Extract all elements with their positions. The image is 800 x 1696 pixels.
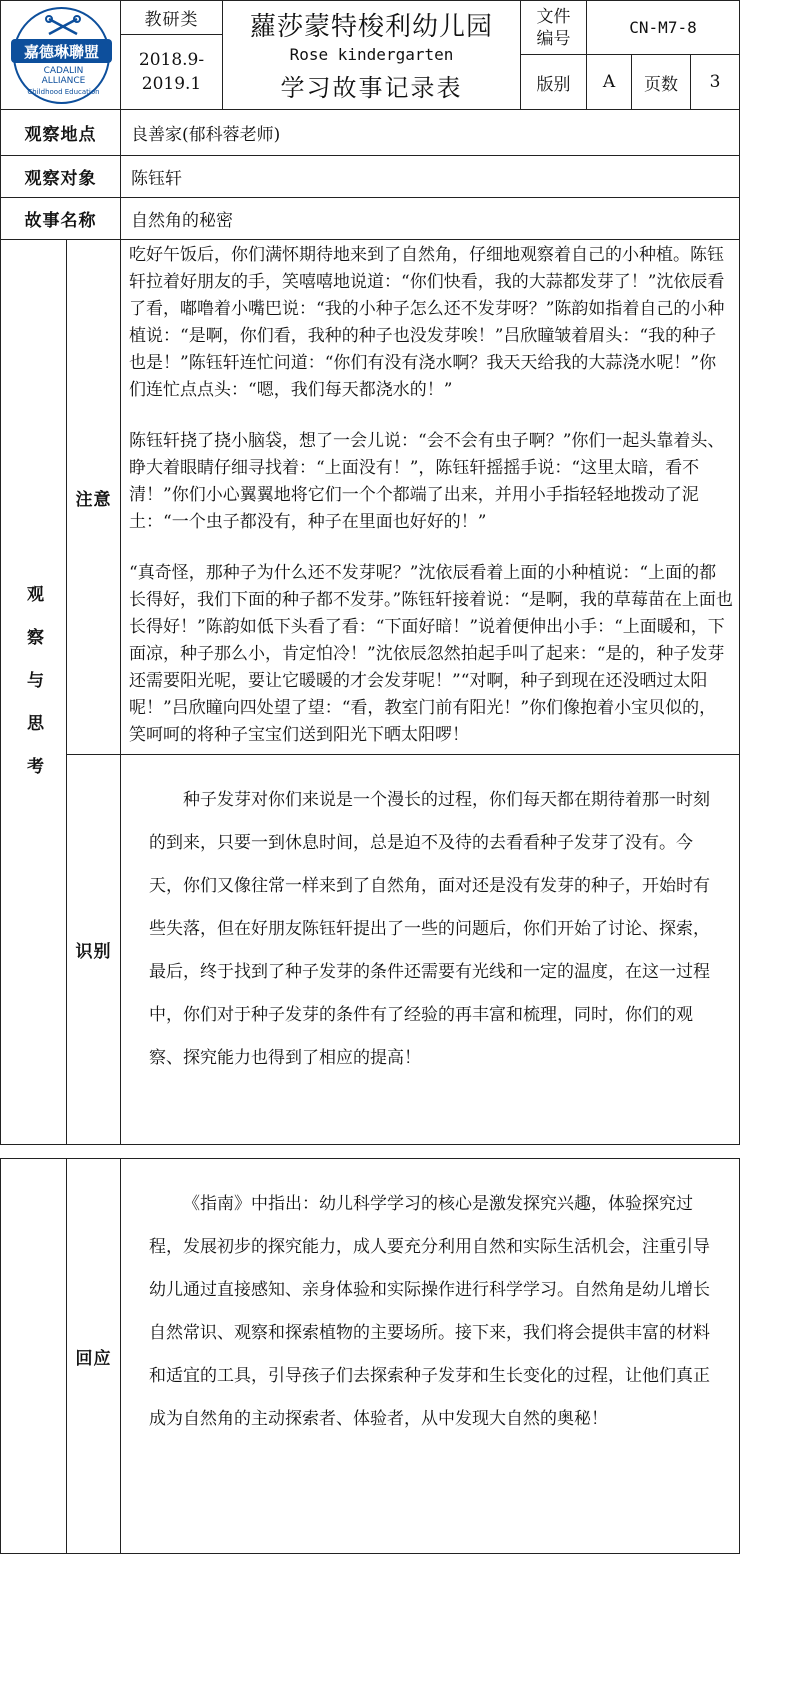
identify-label: 识别 (66, 754, 121, 1145)
pages-label: 页数 (631, 54, 691, 110)
logo-name-en-1: CADALIN (43, 65, 84, 76)
logo (13, 7, 110, 104)
logo-name-cn: 嘉德琳聯盟 (23, 42, 99, 61)
response-spacer (0, 1158, 67, 1554)
crossed-keys-icon (43, 15, 83, 37)
notice-content (120, 239, 740, 755)
response-label: 回应 (66, 1158, 121, 1554)
subject-label: 观察对象 (0, 155, 121, 198)
doc-no-label: 文件 编号 (520, 0, 587, 55)
story-label: 故事名称 (0, 197, 121, 240)
logo-tagline: Childhood Education (27, 88, 100, 96)
title-cell (222, 0, 521, 110)
period-cell: 2018.9- 2019.1 (120, 34, 223, 110)
doc-no-value: CN-M7-8 (586, 0, 740, 55)
form-title: 学习故事记录表 (280, 73, 463, 102)
subject-value: 陈钰轩 (120, 155, 740, 198)
notice-paragraph-2: 陈钰轩挠了挠小脑袋，想了一会儿说：“会不会有虫子啊？”你们一起头靠着头、睁大着眼睛仔细寻找着：“上面没有！”，陈钰轩摇摇手说：“这里太暗，看不清！”你们小心翼翼地将它们一个个都端了出来，并用小手指轻轻地拨动了泥土：“一个虫子都没有，种子在里面也好好的！” (129, 431, 725, 532)
school-name-en: Rose kindergarten (289, 44, 454, 64)
identify-content (120, 754, 740, 1145)
header-logo-cell (0, 0, 121, 110)
identify-text: 种子发芽对你们来说是一个漫长的过程，你们每天都在期待着那一时刻的到来，只要一到休息时间，总是迫不及待的去看看种子发芽了没有。今天，你们又像往常一样来到了自然角，面对还是没有发芽的种子，开始时有些失落，但在好朋友陈钰轩提出了一些的问题后，你们开始了讨论、探索，最后，终于找到了种子发芽的条件还需要有光线和一定的温度，在这一过程中，你们对于种子发芽的条件有了经验的再丰富和梳理，同时，你们的观察、探究能力也得到了相应的提高！ (149, 790, 710, 1068)
notice-label: 注意 (66, 239, 121, 755)
response-text: 《指南》中指出：幼儿科学学习的核心是激发探究兴趣，体验探究过程，发展初步的探究能力，成人要充分利用自然和实际生活机会，注重引导幼儿通过直接感知、亲身体验和实际操作进行科学学习。自然角是幼儿增长自然常识、观察和探索植物的主要场所。接下来，我们将会提供丰富的材料和适宜的工具，引导孩子们去探索种子发芽和生长变化的过程，让他们真正成为自然角的主动探索者、体验者，从中发现大自然的奥秘！ (149, 1194, 710, 1429)
story-value: 自然角的秘密 (120, 197, 740, 240)
school-name: 蘿莎蒙特梭利幼儿园 (249, 11, 493, 42)
notice-paragraph-1: 吃好午饭后，你们满怀期待地来到了自然角，仔细地观察着自己的小种植。陈钰轩拉着好朋友的手，笑嘻嘻地说道：“你们快看，我的大蒜都发芽了！”沈依辰看了看，嘟噜着小嘴巴说：“我的小种子怎么还不发芽呀？”陈韵如指着自己的小种植说：“是啊，你们看，我种的种子也没发芽唉！”吕欣瞳皱着眉头：“我的种子也是！”陈钰轩连忙问道：“你们有没有浇水啊？我天天给我的大蒜浇水呢！”你们连忙点点头：“嗯，我们每天都浇水的！” (129, 245, 725, 400)
observation-section-text: 观察与思考 (23, 584, 43, 800)
version-label: 版别 (520, 54, 587, 110)
category-cell: 教研类 (120, 0, 223, 35)
version-value: A (586, 54, 632, 110)
response-content (120, 1158, 740, 1554)
location-value: 良善家(郁科蓉老师) (120, 109, 740, 156)
notice-paragraph-3: “真奇怪，那种子为什么还不发芽呢？”沈依辰看着上面的小种植说：“上面的都长得好，我们下面的种子都不发芽。”陈钰轩接着说：“是啊，我的草莓苗在上面也长得好！”陈韵如低下头看了看：“下面好暗！”说着便伸出小手：“上面暖和，下面凉，种子那么小，肯定怕冷！”沈依辰忽然拍起手叫了起来：“是的，种子发芽还需要阳光呢，要让它暖暖的才会发芽呢！”“对啊，种子到现在还没晒过太阳呢！”吕欣瞳向四处望了望：“看，教室门前有阳光！”你们像抱着小宝贝似的，笑呵呵的将种子宝宝们送到阳光下晒太阳啰！ (129, 563, 733, 745)
observation-section-label (0, 239, 67, 1145)
pages-value: 3 (690, 54, 740, 110)
location-label: 观察地点 (0, 109, 121, 156)
logo-name-en-2: ALLIANCE (41, 75, 86, 86)
